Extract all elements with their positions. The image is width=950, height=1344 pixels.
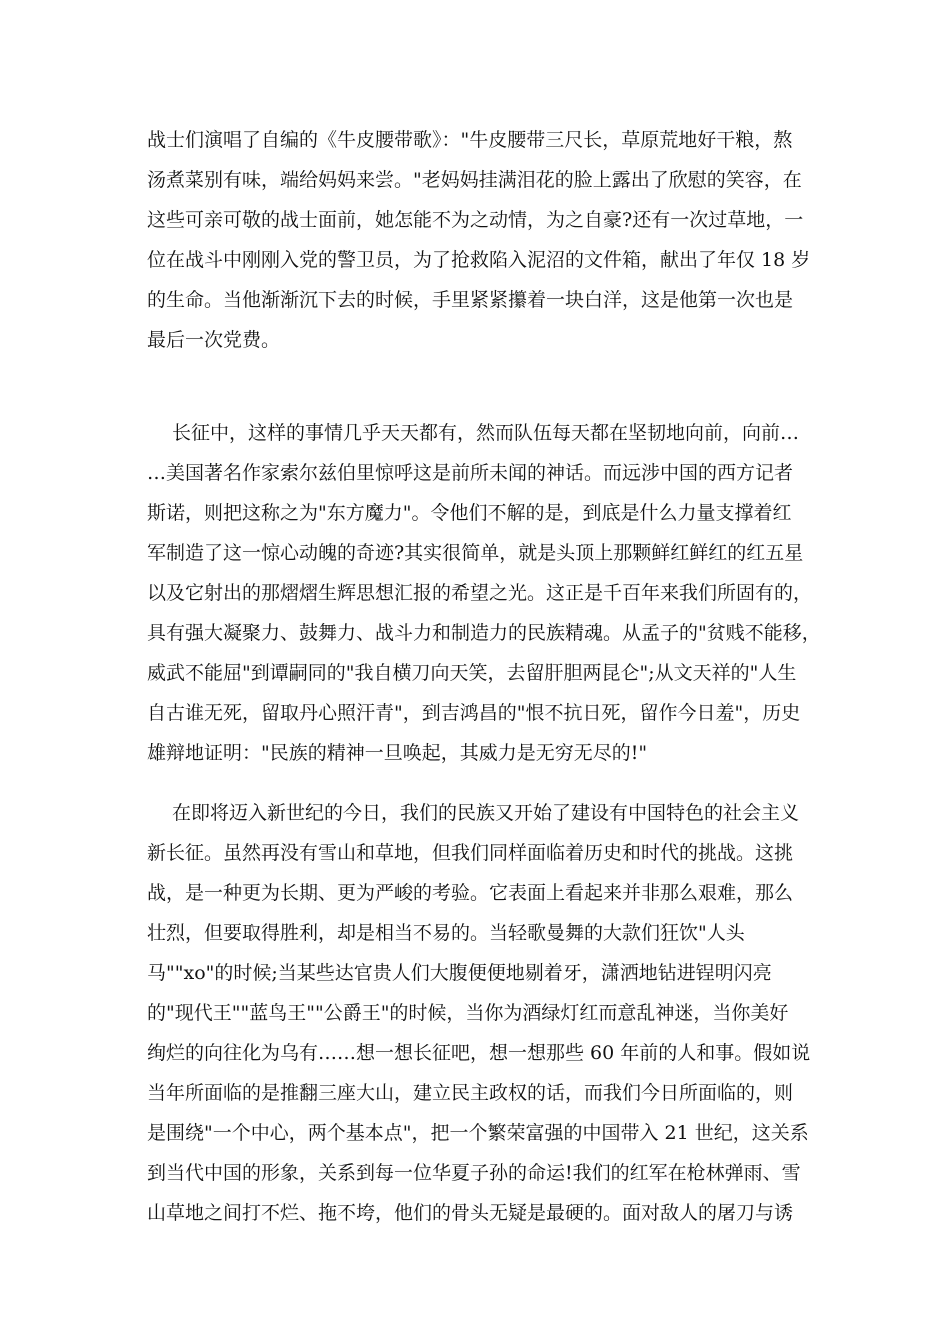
text-line: 战士们演唱了自编的《牛皮腰带歌》："牛皮腰带三尺长，草原荒地好干粮，熬 <box>147 129 793 151</box>
text-line: 马""xo"的时候;当某些达官贵人们大腹便便地剔着牙，潇洒地钻进锃明闪亮 <box>147 962 772 984</box>
text-line: 长征中，这样的事情几乎天天都有，然而队伍每天都在坚韧地向前，向前… <box>172 422 800 444</box>
text-line: 雄辩地证明："民族的精神一旦唤起，其威力是无穷无尽的!" <box>147 742 648 764</box>
text-line: 当年所面临的是推翻三座大山，建立民主政权的话，而我们今日所面临的，则 <box>147 1082 794 1104</box>
paragraph-3 <box>147 793 827 1233</box>
text-line: 汤煮菜别有味，端给妈妈来尝。"老妈妈挂满泪花的脸上露出了欣慰的笑容，在 <box>147 169 802 191</box>
text-line: 到当代中国的形象，关系到每一位华夏子孙的命运!我们的红军在枪林弹雨、雪 <box>147 1162 801 1184</box>
text-line: 军制造了这一惊心动魄的奇迹?其实很简单，就是头顶上那颗鲜红鲜红的红五星 <box>147 542 804 564</box>
text-line: 的"现代王""蓝鸟王""公爵王"的时候，当你为酒绿灯红而意乱神迷，当你美好 <box>147 1002 789 1024</box>
text-line: …美国著名作家索尔兹伯里惊呼这是前所未闻的神话。而远涉中国的西方记者 <box>147 462 794 484</box>
text-line: 壮烈，但要取得胜利，却是相当不易的。当轻歌曼舞的大款们狂饮"人头 <box>147 922 745 944</box>
text-line: 斯诺，则把这称之为"东方魔力"。令他们不解的是，到底是什么力量支撑着红 <box>147 502 792 524</box>
text-line: 最后一次党费。 <box>147 329 281 351</box>
paragraph-2 <box>147 413 827 773</box>
text-line: 位在战斗中刚刚入党的警卫员，为了抢救陷入泥沼的文件箱，献出了年仅 18 岁 <box>147 249 811 271</box>
text-line: 的生命。当他渐渐沉下去的时候，手里紧紧攥着一块白洋，这是他第一次也是 <box>147 289 794 311</box>
paragraph-1 <box>147 120 827 360</box>
text-line: 具有强大凝聚力、鼓舞力、战斗力和制造力的民族精魂。从孟子的"贫贱不能移， <box>147 622 821 644</box>
text-line: 自古谁无死，留取丹心照汗青"，到吉鸿昌的"恨不抗日死，留作今日羞"，历史 <box>147 702 801 724</box>
text-line: 这些可亲可敬的战士面前，她怎能不为之动情，为之自豪?还有一次过草地，一 <box>147 209 804 231</box>
text-line: 战，是一种更为长期、更为严峻的考验。它表面上看起来并非那么艰难，那么 <box>147 882 794 904</box>
text-line: 以及它射出的那熠熠生辉思想汇报的希望之光。这正是千百年来我们所固有的， <box>147 582 813 604</box>
text-line: 新长征。虽然再没有雪山和草地，但我们同样面临着历史和时代的挑战。这挑 <box>147 842 794 864</box>
text-line: 绚烂的向往化为乌有……想一想长征吧，想一想那些 60 年前的人和事。假如说 <box>147 1042 811 1064</box>
text-line: 在即将迈入新世纪的今日，我们的民族又开始了建设有中国特色的社会主义 <box>172 802 800 824</box>
text-line: 是围绕"一个中心，两个基本点"，把一个繁荣富强的中国带入 21 世纪，这关系 <box>147 1122 809 1144</box>
text-line: 山草地之间打不烂、拖不垮，他们的骨头无疑是最硬的。面对敌人的屠刀与诱 <box>147 1202 794 1224</box>
text-line: 威武不能屈"到谭嗣同的"我自横刀向天笑，去留肝胆两昆仑";从文天祥的"人生 <box>147 662 797 684</box>
